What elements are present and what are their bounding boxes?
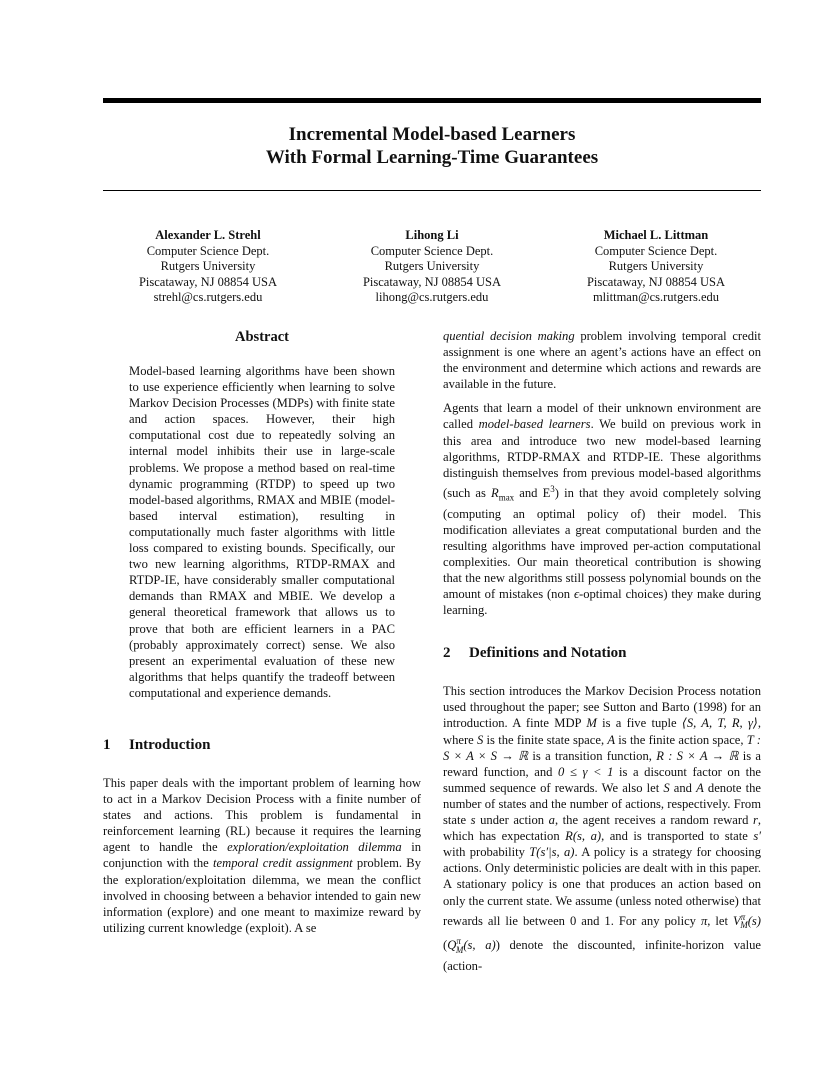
author-address: Piscataway, NJ 08854 USA bbox=[362, 274, 502, 289]
author-address: Piscataway, NJ 08854 USA bbox=[586, 274, 726, 289]
section-1-heading bbox=[103, 736, 421, 755]
intro-paragraph-1-cont: quential decision making problem involving temporal credit assignment is one where an agent’s actions have an effect on the environment and determine which actions and rewards are available in the future. bbox=[443, 329, 761, 392]
author-name: Lihong Li bbox=[405, 228, 459, 242]
author-name: Alexander L. Strehl bbox=[155, 228, 261, 242]
author-1 bbox=[103, 228, 313, 306]
right-column bbox=[443, 328, 761, 974]
author-3 bbox=[551, 228, 761, 306]
author-email: mlittman@cs.rutgers.edu bbox=[592, 290, 720, 304]
author-email: lihong@cs.rutgers.edu bbox=[375, 290, 489, 304]
section-number: 1 bbox=[103, 736, 111, 753]
title-rule bbox=[103, 190, 761, 191]
abstract-text: Model-based learning algorithms have been shown to use experience efficiently when learning to solve Markov Decision Processes (MDPs) with finite state and action spaces. However, their high computational cost due to repeatedly solving an internal model inhibits their use in large-scale problems. We propose a method based on real-time dynamic programming (RTDP) to speed up two model-based algorithms, RMAX and MBIE (model-based interval estimation), resulting in computationally much faster algorithms with little loss compared to existing bounds. Specifically, our two new learning algorithms, RTDP-RMAX and RTDP-IE, have considerably smaller computational demands than RMAX and MBIE. We develop a general theoretical framework that allows us to prove that both are efficient learners in a PAC (probably approximately correct) sense. We also present an experimental evaluation of these new algorithms that helps quantify the tradeoff between computational and experience demands. bbox=[129, 364, 395, 700]
paper-title bbox=[103, 123, 761, 169]
intro-paragraph-2: Agents that learn a model of their unknown environment are called model-based learners. We build on previous work in this area and introduce two new model-based learning algorithms, RTDP-RMAX and RTDP-IE. These algorithms distinguish themselves from previous model-based algorithms (such as $R_{max}$ and $E^3$) in that they avoid completely solving (computing an optimal policy of) their model. This modification alleviates a great computational burden and the resulting algorithms have improved per-action computational complexities. Our main theoretical contribution is showing that the new algorithms still possess polynomial bounds on the amount of mistakes (non ϵ-optimal choices) they make during learning. bbox=[443, 401, 762, 618]
section-title: Introduction bbox=[129, 736, 211, 753]
author-email: strehl@cs.rutgers.edu bbox=[153, 290, 263, 304]
author-dept: Computer Science Dept. bbox=[370, 243, 494, 258]
top-rule bbox=[103, 98, 761, 103]
author-dept: Computer Science Dept. bbox=[594, 243, 718, 258]
section-2-heading bbox=[443, 644, 761, 663]
abstract-heading: Abstract bbox=[235, 329, 289, 345]
author-dept: Computer Science Dept. bbox=[146, 243, 270, 258]
author-name: Michael L. Littman bbox=[603, 228, 709, 242]
section-title: Definitions and Notation bbox=[469, 645, 627, 662]
section-number: 2 bbox=[443, 645, 451, 662]
title-line-2: With Formal Learning-Time Guarantees bbox=[265, 147, 599, 168]
title-line-1: Incremental Model-based Learners bbox=[288, 124, 576, 145]
author-univ: Rutgers University bbox=[160, 259, 256, 273]
definitions-paragraph-1: This section introduces the Markov Decision Process notation used throughout the paper; see Sutton and Barto (1998) for an introduction. A finte MDP M is a five tuple ⟨S, A, T, R, γ⟩, where S is the finite state space, A is the finite action space, T : S × A × S → ℝ is a transition function, R : S × A → ℝ is a reward function, and 0 ≤ γ < 1 is a discount factor on the summed sequence of rewards. We also let S and A denote the number of states and the number of actions, respectively. From state s under action a, the agent receives a random reward r, which has expectation R(s, a), and is transported to state s′ with probability T(s′|s, a). A policy is a strategy for choosing actions. Only deterministic policies are dealt with in this paper. A stationary policy is one that produces an action based on only the current state. We assume (unless noted otherwise) that rewards all lie between 0 and 1. For any policy π, let $V^\pi_M(s)$ ($Q^\pi_M(s$, a)) denote the discounted, infinite-horizon value (action- bbox=[443, 684, 762, 974]
author-block bbox=[103, 228, 761, 306]
author-univ: Rutgers University bbox=[608, 259, 704, 273]
left-column bbox=[103, 328, 421, 936]
author-2 bbox=[327, 228, 537, 306]
intro-paragraph-1: This paper deals with the important problem of learning how to act in a Markov Decision Process with a finite number of states and actions. This problem is fundamental in reinforcement learning (RL) because it requires the learning agent to handle the exploration/exploitation dilemma in conjunction with the temporal credit assignment problem. By the exploration/exploitation dilemma, we mean the conflict involved in choosing between a behavior intended to gain new information (explore) and one meant to maximize reward by utilizing current knowledge (exploit). A se bbox=[103, 775, 421, 935]
author-univ: Rutgers University bbox=[384, 259, 480, 273]
author-address: Piscataway, NJ 08854 USA bbox=[138, 274, 278, 289]
